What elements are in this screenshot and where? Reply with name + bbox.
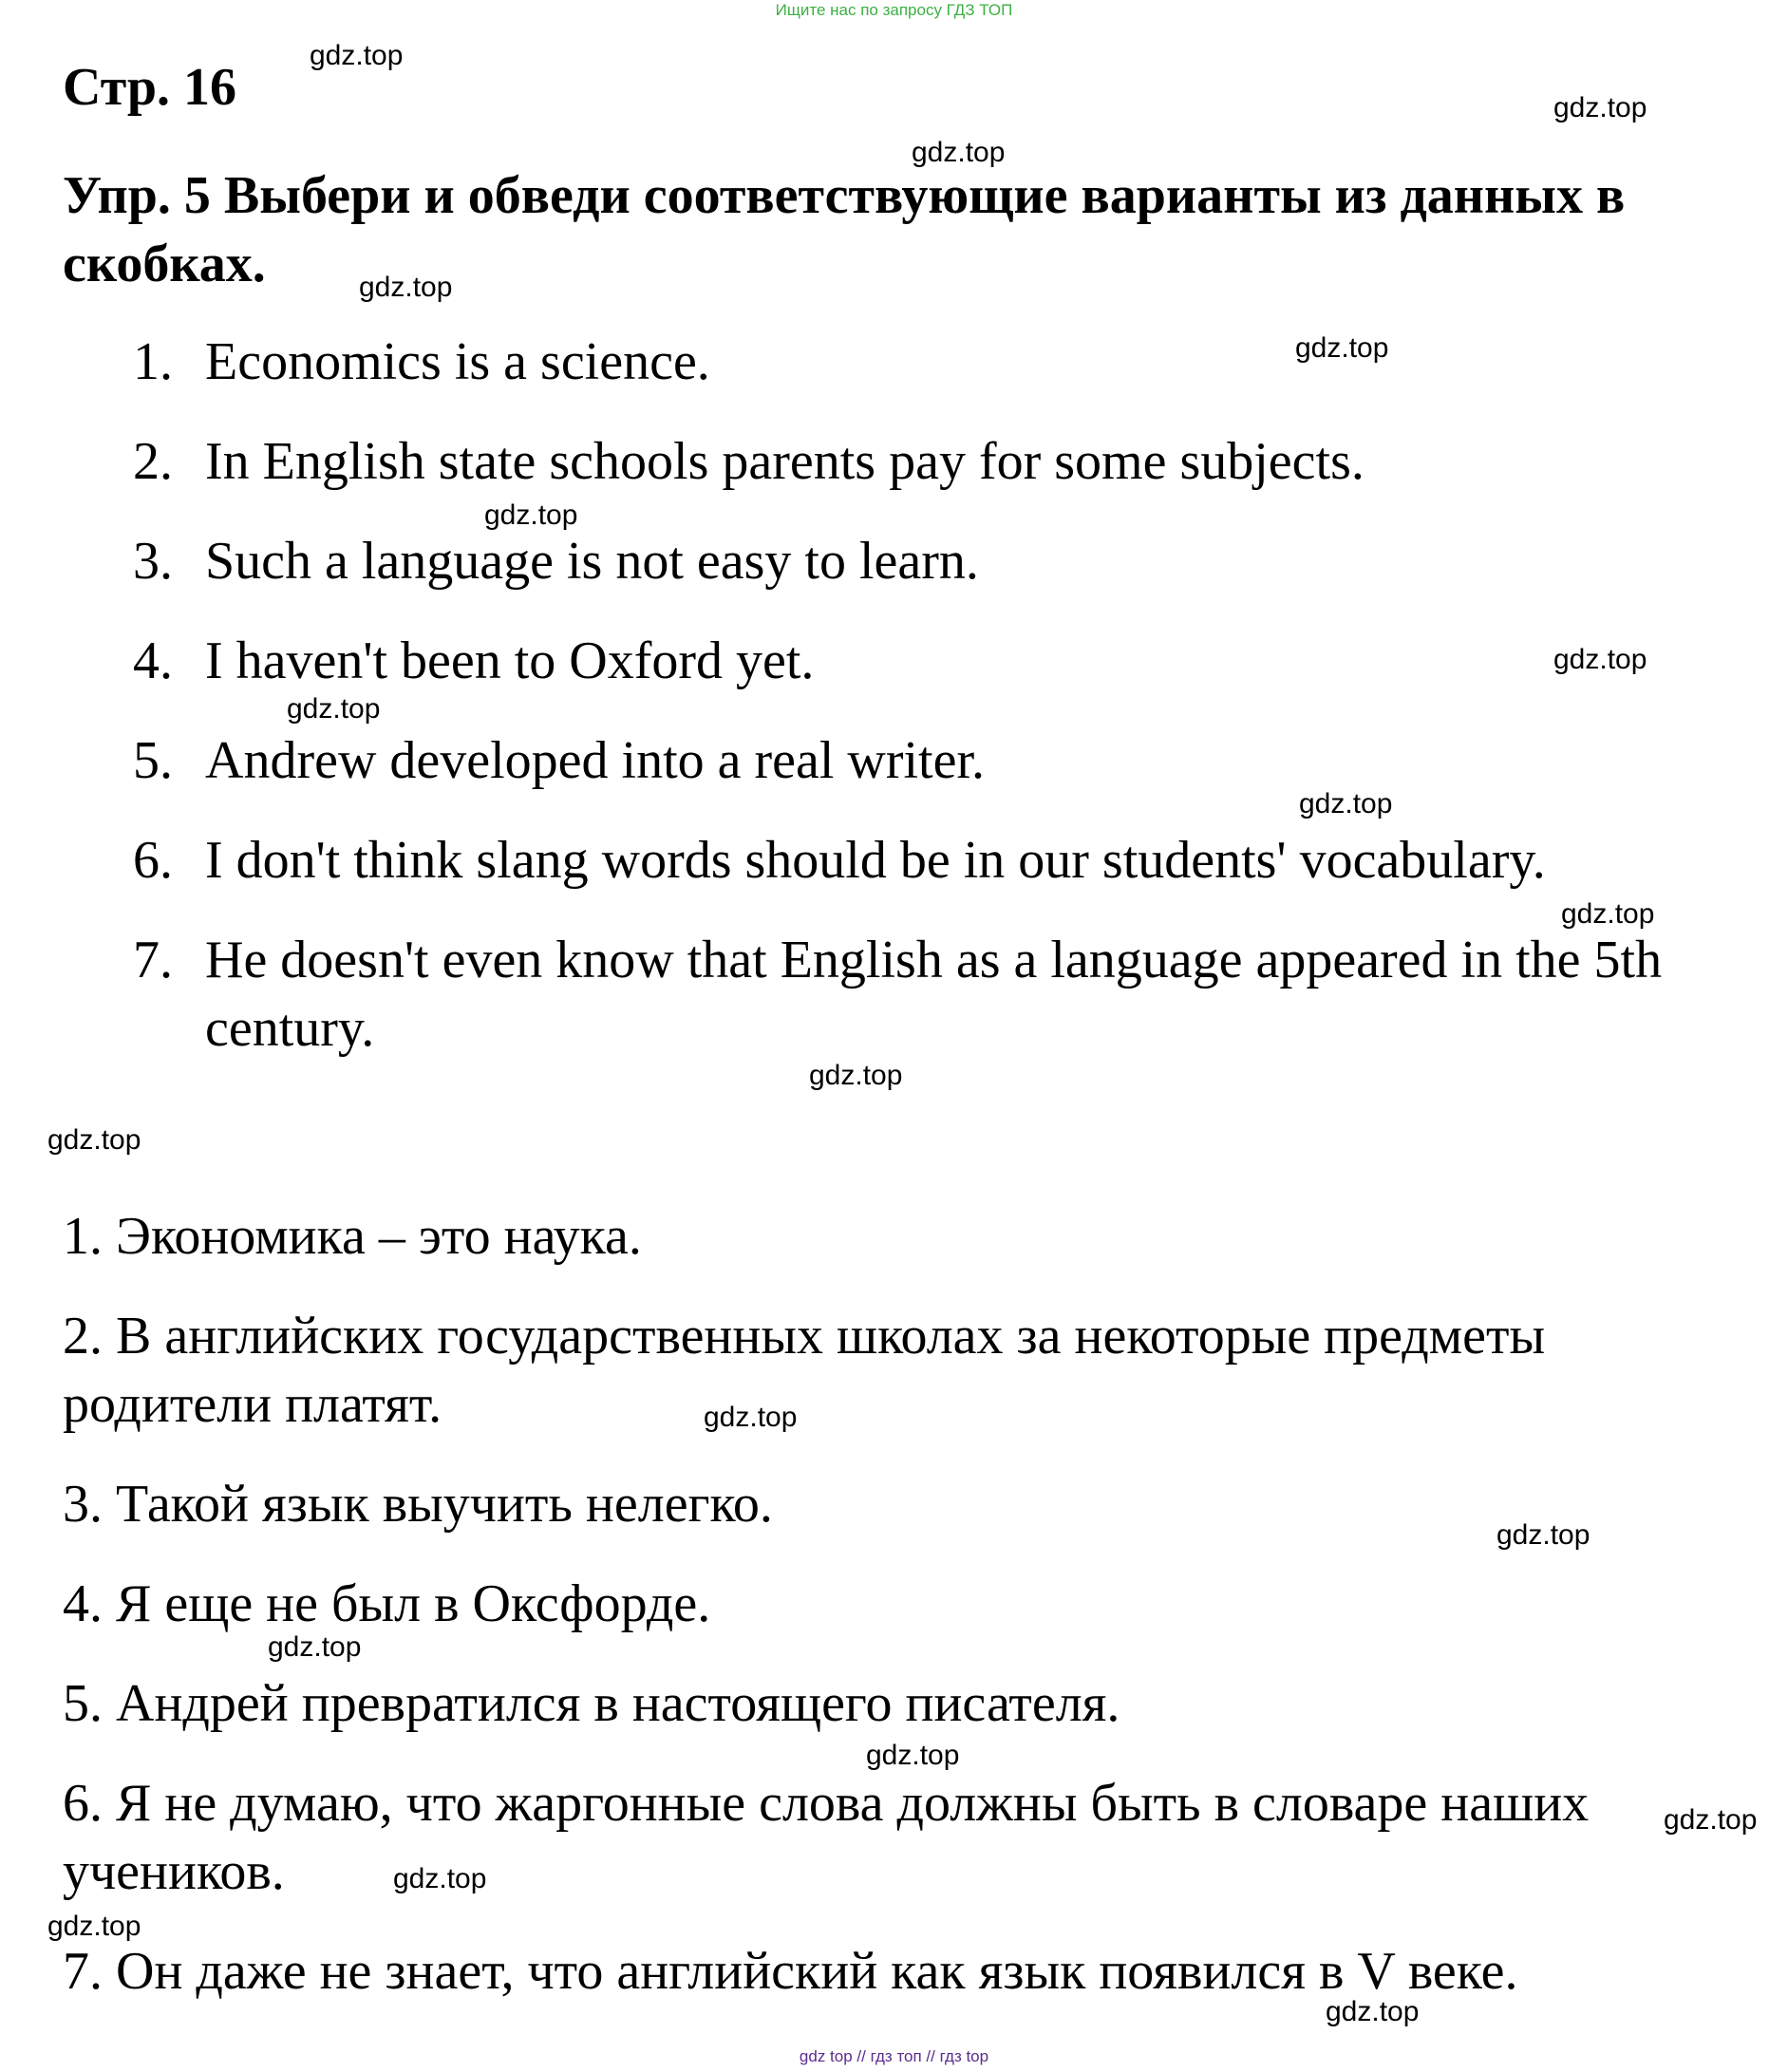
translation-sentence: 7. Он даже не знает, что английский как язык появился в V веке.: [63, 1942, 1518, 2001]
top-banner: Ищите нас по запросу ГДЗ ТОП: [775, 1, 1013, 19]
sentence-number: 6.: [133, 831, 173, 890]
exercise-task: Упр. 5 Выбери и обведи соответствующие варианты из данных в скобках.: [63, 166, 1626, 293]
sentence-number: 7.: [133, 931, 173, 989]
english-sentence: [0, 328, 1724, 396]
english-sentence: [0, 926, 1743, 1063]
sentence-number: 5.: [133, 731, 173, 790]
watermark: gdz.top: [1326, 1996, 1420, 2027]
page-reference: Стр. 16: [63, 58, 237, 117]
sentence-text: In English state schools parents pay for some subjects.: [205, 432, 1365, 491]
watermark: gdz.top: [484, 499, 578, 531]
translation-sentence: 2. В английских государственных школах за некоторые предметы родители платят.: [63, 1307, 1546, 1434]
watermark: gdz.top: [1553, 92, 1647, 123]
translation-sentence: 1. Экономика – это наука.: [63, 1207, 642, 1266]
sentence-text: Andrew developed into a real writer.: [205, 731, 986, 790]
watermark: gdz.top: [310, 40, 404, 71]
english-sentence: [0, 627, 1724, 695]
sentence-number: 4.: [133, 631, 173, 690]
watermark: gdz.top: [1553, 644, 1647, 675]
english-sentence: [0, 427, 1724, 496]
sentence-text: He doesn't even know that English as a language appeared in the 5th century.: [205, 931, 1663, 1058]
watermark: gdz.top: [1496, 1519, 1590, 1551]
translation-sentence: 3. Такой язык выучить нелегко.: [63, 1475, 773, 1534]
sentence-text: Such a language is not easy to learn.: [205, 532, 979, 591]
watermark: gdz.top: [809, 1060, 903, 1091]
watermark: gdz.top: [393, 1863, 487, 1894]
watermark: gdz.top: [866, 1740, 960, 1771]
watermark: gdz.top: [359, 272, 453, 303]
bottom-banner: gdz top // гдз топ // гдз top: [799, 2047, 989, 2065]
watermark: gdz.top: [1561, 898, 1655, 930]
english-sentence: [0, 527, 1724, 595]
english-sentence: [0, 726, 1724, 795]
translation-sentence: 6. Я не думаю, что жаргонные слова должны быть в словаре наших учеников.: [63, 1774, 1590, 1901]
translation-sentence: 5. Андрей превратился в настоящего писателя.: [63, 1674, 1120, 1733]
watermark: gdz.top: [1664, 1804, 1758, 1836]
sentence-text: Economics is a science.: [205, 332, 710, 391]
english-sentence: [0, 826, 1724, 895]
sentence-number: 2.: [133, 432, 173, 491]
sentence-number: 1.: [133, 332, 173, 391]
translation-sentence: 4. Я еще не был в Оксфорде.: [63, 1574, 711, 1633]
watermark: gdz.top: [47, 1911, 141, 1942]
watermark: gdz.top: [1299, 788, 1393, 819]
english-sentence-list: [0, 328, 1743, 1094]
watermark: gdz.top: [287, 693, 381, 725]
sentence-number: 3.: [133, 532, 173, 591]
sentence-text: I don't think slang words should be in our students' vocabulary.: [205, 831, 1546, 890]
sentence-text: I haven't been to Oxford yet.: [205, 631, 815, 690]
watermark: gdz.top: [1295, 332, 1389, 364]
russian-translation-list: [63, 1202, 1677, 2037]
watermark: gdz.top: [704, 1402, 798, 1433]
watermark: gdz.top: [47, 1124, 141, 1156]
watermark: gdz.top: [268, 1631, 362, 1663]
watermark: gdz.top: [912, 137, 1006, 168]
